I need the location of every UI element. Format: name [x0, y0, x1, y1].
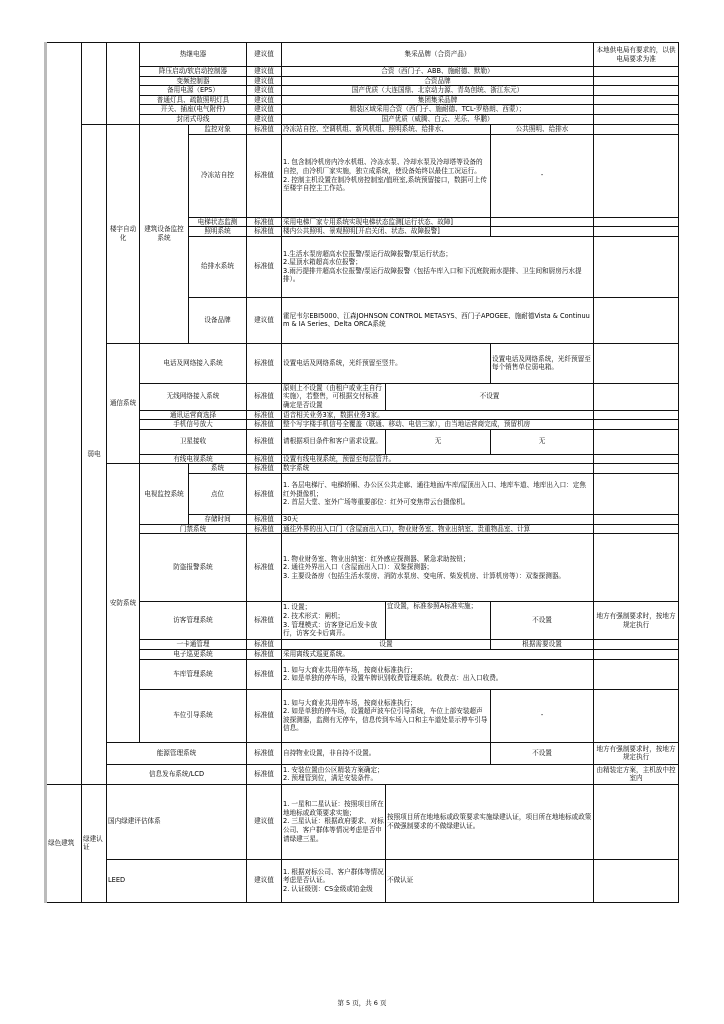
note-cell — [594, 217, 679, 227]
note-cell — [594, 640, 679, 650]
item-label: 卫星接收 — [140, 429, 247, 454]
content-cell-alt: 无 — [386, 429, 491, 454]
note-cell — [594, 124, 679, 134]
note-cell — [594, 343, 679, 383]
item-label: 存储时间 — [189, 514, 247, 524]
value-type: 建议值 — [247, 105, 282, 115]
note-cell — [594, 473, 679, 514]
note-cell — [594, 236, 679, 297]
value-type: 标准值 — [247, 534, 282, 602]
value-type: 标准值 — [247, 689, 282, 742]
group-label: 绿色建筑 — [46, 784, 82, 902]
value-type: 建议值 — [247, 784, 282, 859]
value-type: 标准值 — [247, 742, 282, 764]
note-cell — [594, 410, 679, 420]
table-row — [46, 420, 679, 430]
content-cell: 设置有线电视系统，预留至每层管井。 — [282, 454, 594, 464]
content-cell: 通往外界的出入口门（含屋面出入口），物业财务室、物业出纳室、贵重物品室、计算 — [282, 524, 594, 534]
value-type: 标准值 — [247, 429, 282, 454]
table-row — [46, 649, 679, 659]
content-cell-alt — [491, 227, 594, 237]
item-label: 手机信号放大 — [140, 420, 247, 430]
value-type: 标准值 — [247, 420, 282, 430]
item-label: LEED — [107, 859, 247, 902]
item-label: 普通灯具、疏散照明灯具 — [140, 95, 247, 105]
note-cell — [594, 383, 679, 410]
content-cell: 请根据项目条件和客户需求设置。 — [282, 429, 386, 454]
content-cell: 冷冻站自控、空调机组、新风机组、照明系统、给排水、 — [282, 124, 491, 134]
content-cell-alt: - — [491, 689, 594, 742]
note-cell — [594, 86, 679, 96]
value-type: 建议值 — [247, 43, 282, 67]
table-row — [46, 67, 679, 77]
content-cell: 设置 — [282, 640, 491, 650]
content-cell: 自持物业设置，非自持不设置。 — [282, 742, 491, 764]
content-cell-alt: 不做认证 — [386, 859, 594, 902]
value-type: 标准值 — [247, 640, 282, 650]
note-cell: 本地供电局有要求的，以供电局要求为准 — [594, 43, 679, 67]
item-label: 门禁系统 — [140, 524, 247, 534]
value-type: 建议值 — [247, 76, 282, 86]
note-cell — [594, 689, 679, 742]
item-label: 点位 — [189, 473, 247, 514]
table-row — [46, 464, 679, 474]
item-label: 一卡通管理 — [140, 640, 247, 650]
content-cell: 集团集采品牌 — [282, 95, 594, 105]
subsystem-label: 电视监控系统 — [140, 464, 189, 524]
blank-cell — [82, 43, 107, 125]
note-cell — [594, 534, 679, 602]
value-type: 标准值 — [247, 217, 282, 227]
table-row — [46, 859, 679, 902]
content-cell: 合资品牌 — [282, 76, 594, 86]
table-row — [46, 429, 679, 454]
note-cell: 由精装定方案，主机放中控室内 — [594, 764, 679, 784]
content-cell-alt: - — [491, 134, 594, 217]
value-type: 标准值 — [247, 659, 282, 689]
content-cell: 精装区域采用合资（西门子、施耐德、TCL-罗格朗、西蒙）； — [282, 105, 594, 115]
value-type: 标准值 — [247, 602, 282, 640]
item-label: 监控对象 — [189, 124, 247, 134]
note-cell — [594, 524, 679, 534]
item-label: 国内绿建评估体系 — [107, 784, 247, 859]
item-label: 信息发布系统/LCD — [107, 764, 247, 784]
content-cell: 1. 如与大商业共用停车场，按商业标准执行； 2. 如是单独的停车场，设置车牌识别收费管理系统。收费点：出入口收费。 — [282, 659, 594, 689]
note-cell — [594, 859, 679, 902]
table-row — [46, 534, 679, 602]
table-row — [46, 784, 679, 859]
note-cell — [594, 114, 679, 124]
table-row — [46, 640, 679, 650]
item-label: 热继电器 — [140, 43, 247, 67]
table-row — [46, 124, 679, 134]
content-cell: 1. 安装位置由公区精装方案确定； 2. 预埋管到位，满足安装条件。 — [282, 764, 594, 784]
note-cell — [594, 420, 679, 430]
note-cell — [594, 67, 679, 77]
content-cell: 国产优质（大连国鼎、北京动力源、青岛创统、浙江东元） — [282, 86, 594, 96]
note-cell — [594, 227, 679, 237]
value-type: 建议值 — [247, 95, 282, 105]
item-label: 电子巡更系统 — [140, 649, 247, 659]
content-cell: 集采品牌（合资产品） — [282, 43, 594, 67]
table-row — [46, 602, 679, 640]
table-row — [46, 524, 679, 534]
note-cell — [594, 649, 679, 659]
table-row — [46, 410, 679, 420]
item-label: 封闭式母线 — [140, 114, 247, 124]
table-row — [46, 105, 679, 115]
item-label: 有线电视系统 — [140, 454, 247, 464]
item-label: 变频控制器 — [140, 76, 247, 86]
subsystem-label: 建筑设备监控系统 — [140, 124, 189, 343]
item-label: 照明系统 — [189, 227, 247, 237]
value-type: 建议值 — [247, 859, 282, 902]
item-label: 降压启动/软启动控制器 — [140, 67, 247, 77]
content-cell-alt: 根据需要设置 — [491, 640, 594, 650]
content-cell: 语音相关业务3家，数据业务3家。 — [282, 410, 594, 420]
content-cell: 1.生活水泵房超高水位报警/泵运行故障报警/泵运行状态； 2.屋顶水箱超高水位报警； 3.雨污提排井超高水位报警/泵运行故障报警（包括车库入口和下沉庭院雨水提排、卫生间和厨房污水提排）。 — [282, 236, 594, 297]
value-type: 标准值 — [247, 473, 282, 514]
blank-group-cell — [46, 43, 82, 785]
item-label: 无线网络接入系统 — [140, 383, 247, 410]
note-cell — [594, 429, 679, 454]
content-cell-alt: 不设置 — [491, 742, 594, 764]
table-row — [46, 383, 679, 410]
note-cell — [594, 454, 679, 464]
table-row — [46, 454, 679, 464]
content-cell-alt: 无 — [491, 429, 594, 454]
content-cell: 设置电话及网络系统，光纤预留至竖井。 — [282, 343, 491, 383]
note-cell — [594, 464, 679, 474]
content-cell: 霍尼韦尔EBI5000、江森JOHNSON CONTROL METASYS、西门子APOGEE、施耐德Vista & Continuum & IA Series、Delta ORCA系统 — [282, 297, 594, 343]
table-row — [46, 343, 679, 383]
value-type: 标准值 — [247, 343, 282, 383]
content-cell: 1. 物业财务室、物业出纳室：红外感应探测器、紧急求助按钮； 2. 通往外界出入口（含屋面出入口）：双鉴探测器； 3. 主要设备房（包括生活水泵房、消防水泵房、变电所、柴发机房、计算机房等）：双鉴探测器。 — [282, 534, 594, 602]
table-row — [46, 114, 679, 124]
content-cell-alt: 按照项目所在地地标或政策要求实施绿建认证，项目所在地地标或政策不做强制要求的不做绿建认证。 — [386, 784, 594, 859]
value-type: 标准值 — [247, 227, 282, 237]
note-cell — [594, 784, 679, 859]
content-cell-alt: 设置电话及网络系统，光纤预留至每个销售单位弱电箱。 — [491, 343, 594, 383]
note-cell: 地方有强制要求时，按地方规定执行 — [594, 602, 679, 640]
table-row — [46, 86, 679, 96]
content-cell: 1. 包含制冷机房内冷水机组、冷冻水泵、冷却水泵及冷却塔等设备的自控，由冷机厂家实施，独立成系统，使设备始终以最佳工况运行。 2. 控制主机设置在制冷机房控制室/值班室,系统预留接口，数据可上传至楼宇自控主工作站。 — [282, 134, 491, 217]
item-label: 电话及网络接入系统 — [140, 343, 247, 383]
note-cell — [594, 134, 679, 217]
value-type: 建议值 — [247, 86, 282, 96]
item-label: 给排水系统 — [189, 236, 247, 297]
content-cell: 原则上不设置（由租户或业主自行实施），若整售，可根据交付标准确定是否设置 — [282, 383, 386, 410]
content-cell-alt: 公共照明、给排水 — [491, 124, 594, 134]
page-number: 第 5 页，共 6 页 — [337, 999, 387, 1007]
item-label: 通讯运营商选择 — [140, 410, 247, 420]
content-cell: 合资（西门子、ABB、施耐德、默勒） — [282, 67, 594, 77]
item-label: 访客管理系统 — [140, 602, 247, 640]
value-type: 标准值 — [247, 410, 282, 420]
category-label: 安防系统 — [107, 464, 140, 742]
blank-cell — [107, 43, 140, 125]
item-label: 车库管理系统 — [140, 659, 247, 689]
content-cell: 1. 一星和二星认证：按照项目所在地地标或政策要求实施； 2. 三星认证：根据政府要求、对标公司、客户群体等情况考虑是否申请绿建三星。 — [282, 784, 386, 859]
content-cell: 采用电梯厂家专用系统实现电梯状态监测[运行状态、故障] — [282, 217, 491, 227]
item-label: 防盗报警系统 — [140, 534, 247, 602]
table-row — [46, 742, 679, 764]
item-label: 系统 — [189, 464, 247, 474]
table-row — [46, 659, 679, 689]
item-label: 设备品牌 — [189, 297, 247, 343]
value-type: 标准值 — [247, 383, 282, 410]
note-cell: 地方有强制要求时，按地方规定执行 — [594, 742, 679, 764]
content-cell: 楼内公共照明、景观照明[开启关闭、状态、故障报警] — [282, 227, 491, 237]
content-cell: 1. 根据对标公司、客户群体等情况考虑是否认证。 2. 认证级别：CS金级或铂金级 — [282, 859, 386, 902]
note-cell — [594, 105, 679, 115]
table-row — [46, 764, 679, 784]
item-label: 冷冻站自控 — [189, 134, 247, 217]
table-row — [46, 43, 679, 67]
value-type: 标准值 — [247, 134, 282, 217]
value-type: 标准值 — [247, 464, 282, 474]
content-cell-alt: 不设置 — [386, 383, 594, 410]
content-cell: 数字系统 — [282, 464, 594, 474]
value-type: 标准值 — [247, 236, 282, 297]
content-cell-alt — [491, 217, 594, 227]
value-type: 标准值 — [247, 454, 282, 464]
value-type: 建议值 — [247, 67, 282, 77]
group-label: 弱电 — [82, 124, 107, 784]
spec-table — [44, 42, 679, 903]
item-label: 电梯状态监测 — [189, 217, 247, 227]
value-type: 建议值 — [247, 297, 282, 343]
value-type: 标准值 — [247, 649, 282, 659]
content-cell: 1. 如与大商业共用停车场，按商业标准执行； 2. 如是单独的停车场，设置超声波车位引导系统，车位上部安装超声波探测器，监测有无停车，信息传到车场入口和主车道处显示停车引导信息。 — [282, 689, 491, 742]
content-cell-alt: 宜设置，标准参照A标准实施； — [386, 602, 491, 640]
category-label: 通信系统 — [107, 343, 140, 464]
content-cell: 1. 各层电梯厅、电梯轿厢、办公区公共走廊、通往地面/车库/屋顶出入口、地库车道、地库出入口：定焦红外摄像机； 2. 首层大堂、室外广场等重要部位：红外可变焦带云台摄像机。 — [282, 473, 594, 514]
note-cell — [594, 76, 679, 86]
item-label: 备用电源（EPS） — [140, 86, 247, 96]
note-cell — [594, 297, 679, 343]
content-cell: 国产优质（威腾、白云、光乐、华鹏） — [282, 114, 594, 124]
value-type: 标准值 — [247, 124, 282, 134]
note-cell — [594, 95, 679, 105]
content-cell-alt: 不设置 — [491, 602, 594, 640]
note-cell — [594, 659, 679, 689]
content-cell: 采用离线式巡更系统。 — [282, 649, 594, 659]
note-cell — [594, 514, 679, 524]
content-cell: 30天 — [282, 514, 594, 524]
item-label: 开关、插座(电气附件) — [140, 105, 247, 115]
content-cell: 整个写字楼手机信号全覆盖（联通、移动、电信三家），由当地运营商完成，预留机房 — [282, 420, 594, 430]
item-label: 能源管理系统 — [107, 742, 247, 764]
content-cell: 1. 设置； 2. 技术形式：闸机； 3. 管理模式：访客登记后发卡放行，访客交卡后离开。 — [282, 602, 386, 640]
table-row — [46, 95, 679, 105]
table-row — [46, 689, 679, 742]
value-type: 标准值 — [247, 764, 282, 784]
item-label: 车位引导系统 — [140, 689, 247, 742]
table-row — [46, 76, 679, 86]
value-type: 建议值 — [247, 114, 282, 124]
category-label: 楼宇自动化 — [107, 124, 140, 343]
category-label: 绿建认证 — [82, 784, 107, 902]
value-type: 标准值 — [247, 514, 282, 524]
value-type: 标准值 — [247, 524, 282, 534]
